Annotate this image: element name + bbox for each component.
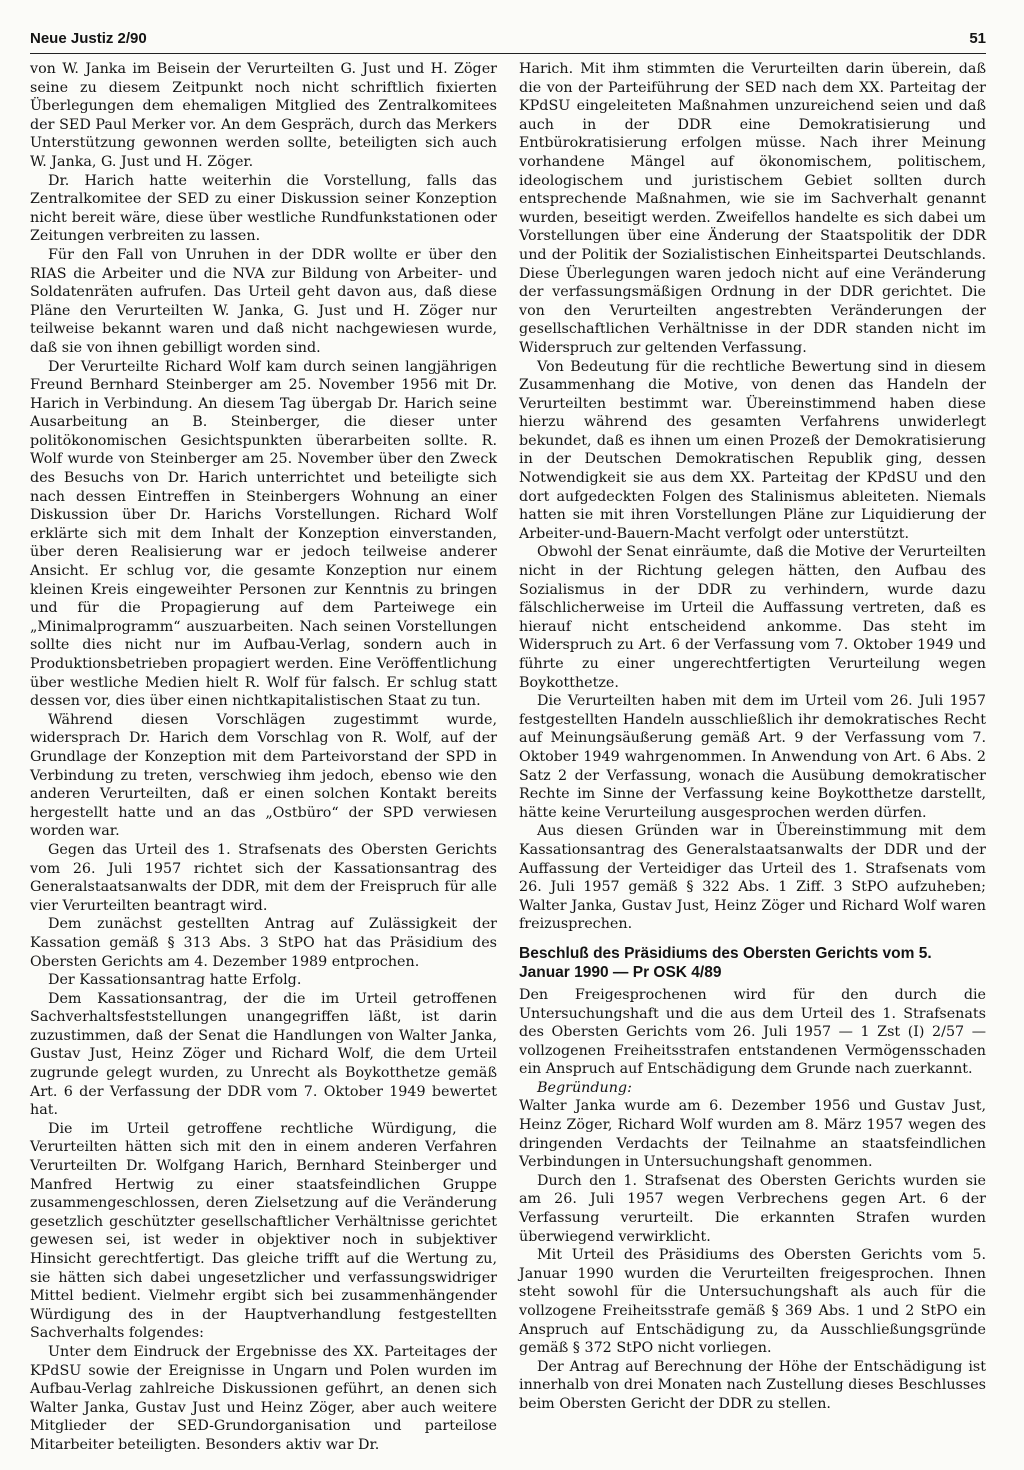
section-heading: Beschluß des Präsidiums des Obersten Gerichts vom 5. Januar 1990 — Pr OSK 4/89 xyxy=(519,944,932,981)
reasons-label: Begründung: xyxy=(537,1079,632,1096)
paragraph: Die Verurteilten haben mit dem im Urteil vom 26. Juli 1957 festgestellten Handeln ausschließlich ihr demokratisches Recht auf Meinungsäußerung gemäß Art. 9 der Verfassung vom 7. Oktober 1949 wahrgenommen. In Anwendung von Art. 6 Abs. 2 Satz 2 der Verfassung, wonach die Ausübung demokratischer Rechte im Sinne der Verfassung keine Boykotthetze darstellt, hätte keine Verurteilung ausgesprochen werden dürfen. xyxy=(519,693,986,821)
right-column xyxy=(519,60,986,1455)
holding-text: Den Freigesprochenen wird für den durch die Untersuchungshaft und die aus dem Urteil des 1. Strafsenats des Obersten Gerichts vom 26. Juli 1957 — 1 Zst (I) 2/57 — vollzogenen Freiheitsstrafen entstandenen Vermögensschaden ein Anspruch auf Entschädigung dem Grunde nach zuerkannt. xyxy=(519,986,986,1078)
paragraph: Für den Fall von Unruhen in der DDR wollte er über den RIAS die Arbeiter und die NVA zur Bildung von Arbeiter- und Soldatenräten aufrufen. Das Urteil geht davon aus, daß diese Pläne den Verurteilten W. Janka, G. Just und H. Zöger nur teilweise bekannt waren und daß nicht nachgewiesen wurde, daß sie von ihnen gebilligt worden sind. xyxy=(30,246,497,356)
paragraph: Obwohl der Senat einräumte, daß die Motive der Verurteilten nicht in der Richtung gelegen hätten, den Aufbau des Sozialismus in der DDR zu verhindern, wurde dazu fälschlicherweise im Urteil die Auffassung vertreten, daß es hierauf nicht entscheidend ankomme. Das steht im Widerspruch zu Art. 6 der Verfassung vom 7. Oktober 1949 und führte zu einer ungerechtfertigten Verurteilung wegen Boykotthetze. xyxy=(519,544,986,691)
paragraph: Aus diesen Gründen war in Übereinstimmung mit dem Kassationsantrag des Generalstaatsanwalts der DDR und der Auffassung der Verteidiger das Urteil des 1. Strafsenats vom 26. Juli 1957 gemäß § 322 Abs. 1 Ziff. 3 StPO aufzuheben; Walter Janka, Gustav Just, Heinz Zöger und Richard Wolf waren freizusprechen. xyxy=(519,823,986,933)
paragraph: Der Kassationsantrag hatte Erfolg. xyxy=(48,972,302,989)
paragraph: Der Verurteilte Richard Wolf kam durch seinen langjährigen Freund Bernhard Steinberger am 25. November 1956 mit Dr. Harich in Verbindung. An diesem Tag übergab Dr. Harich seine Ausarbeitung an B. Steinberger, die dieser unter politökonomischen Gesichtspunkten überarbeiten sollte. R. Wolf wurde von Steinberger am 25. November über den Zweck des Besuchs von Dr. Harich unterrichtet und beteiligte sich nach dessen Eintreffen in Steinbergers Wohnung an einer Diskussion über Dr. Harichs Vorstellungen. Richard Wolf erklärte sich mit dem Inhalt der Konzeption einverstanden, über deren Realisierung war er jedoch teilweise anderer Ansicht. Er schlug vor, die gesamte Konzeption nur einem kleinen Kreis eingeweihter Personen zur Kenntnis zu bringen und für die Propagierung auf dem Parteiwege ein „Minimalprogramm“ auszuarbeiten. Nach seinen Vorstellungen sollte dies nicht nur im Aufbau-Verlag, sondern auch in Produktionsbetrieben propagiert werden. Eine Veröffentlichung über westliche Medien hielt R. Wolf für falsch. Er schlug statt dessen vor, dies über einen nichtkapitalistischen Staat zu tun. xyxy=(30,358,497,710)
paragraph: Harich. Mit ihm stimmten die Verurteilten darin überein, daß die von der Parteiführung der SED nach dem XX. Parteitag der KPdSU eingeleiteten Maßnahmen unzureichend seien und daß auch in der DDR eine Demokratisierung und Entbürokratisierung erfolgen müsse. Nach ihrer Meinung vorhandene Mängel auf ökonomischem, politischem, ideologischem und juristischem Gebiet sollten durch entsprechende Maßnahmen, wie sie im Sachverhalt genannt wurden, beseitigt werden. Zweifellos handelte es sich dabei um Vorstellungen über eine Änderung der Staatspolitik der DDR und der Politik der Sozialistischen Einheitspartei Deutschlands. Diese Überlegungen waren jedoch nicht auf eine Veränderung der verfassungsmäßigen Ordnung in der DDR gerichtet. Die von den Verurteilten angestrebten Veränderungen der gesellschaftlichen Verhältnisse in der DDR standen nicht im Widerspruch zur geltenden Verfassung. xyxy=(519,61,986,356)
paragraph: Walter Janka wurde am 6. Dezember 1956 und Gustav Just, Heinz Zöger, Richard Wolf wurden am 8. März 1957 wegen des dringenden Verdachts der Teilnahme an staatsfeindlichen Verbindungen in Untersuchungshaft genommen. xyxy=(519,1098,986,1171)
left-column xyxy=(30,60,497,1455)
paragraph: Mit Urteil des Präsidiums des Obersten Gerichts vom 5. Januar 1990 wurden die Verurteilten freigesprochen. Ihnen steht sowohl für die Untersuchungshaft als auch für die vollzogene Freiheitsstrafe gemäß § 369 Abs. 1 und 2 StPO ein Anspruch auf Entschädigung zu, da Ausschließungsgründe gemäß § 372 StPO nicht vorliegen. xyxy=(519,1247,986,1357)
paragraph: Von Bedeutung für die rechtliche Bewertung sind in diesem Zusammenhang die Motive, von denen das Handeln der Verurteilten bestimmt war. Übereinstimmend haben diese hierzu während des gesamten Verfahrens unwiderlegt bekundet, daß es ihnen um einen Prozeß der Demokratisierung in der Deutschen Demokratischen Republik ging, dessen Notwendigkeit sie aus dem XX. Parteitag der KPdSU und den dort aufgedeckten Folgen des Stalinismus ableiteten. Niemals hatten sie mit ihren Vorstellungen Pläne zur Liquidierung der Arbeiter-und-Bauern-Macht verfolgt oder unterstützt. xyxy=(519,358,986,542)
paragraph: Dem Kassationsantrag, der die im Urteil getroffenen Sachverhaltsfeststellungen unangegriffen läßt, ist darin zuzustimmen, daß der Senat die Handlungen von Walter Janka, Gustav Just, Heinz Zöger und Richard Wolf, die dem Urteil zugrunde gelegt wurden, zu Unrecht als Boykotthetze gemäß Art. 6 der Verfassung der DDR vom 7. Oktober 1949 bewertet hat. xyxy=(30,990,497,1119)
paragraph: Durch den 1. Strafsenat des Obersten Gerichts wurden sie am 26. Juli 1957 wegen Verbrechens gegen Art. 6 der Verfassung verurteilt. Die erkannten Strafen wurden überwiegend verwirklicht. xyxy=(519,1172,986,1245)
paragraph: Während diesen Vorschlägen zugestimmt wurde, widersprach Dr. Harich dem Vorschlag von R. Wolf, auf der Grundlage der Konzeption mit dem Parteivorstand der SPD in Verbindung zu treten, verschwieg ihm jedoch, ebenso wie den anderen Verurteilten, daß er einen solchen Kontakt bereits hergestellt hatte und an das „Ostbüro“ der SPD verwiesen worden war. xyxy=(30,711,497,840)
paragraph: Unter dem Eindruck der Ergebnisse des XX. Parteitages der KPdSU sowie der Ereignisse in Ungarn und Polen wurden im Aufbau-Verlag zahlreiche Diskussionen geführt, an denen sich Walter Janka, Gustav Just und Heinz Zöger, aber auch weitere Mitglieder der SED-Grundorganisation und parteilose Mitarbeiter beteiligten. Besonders aktiv war Dr. xyxy=(30,1343,497,1453)
paragraph: Gegen das Urteil des 1. Strafsenats des Obersten Gerichts vom 26. Juli 1957 richtet sich der Kassationsantrag des Generalstaatsanwalts der DDR, mit dem der Freispruch für alle vier Verurteilten beantragt wird. xyxy=(30,841,497,914)
journal-title: Neue Justiz 2/90 xyxy=(30,30,147,47)
text-columns xyxy=(30,60,986,1455)
paragraph: Dem zunächst gestellten Antrag auf Zulässigkeit der Kassation gemäß § 313 Abs. 3 StPO hat das Präsidium des Obersten Gerichts am 4. Dezember 1989 entprochen. xyxy=(30,916,497,970)
paragraph: Die im Urteil getroffene rechtliche Würdigung, die Verurteilten hätten sich mit den in einem anderen Verfahren Verurteilten Dr. Wolfgang Harich, Bernhard Steinberger und Manfred Hertwig zu einer staatsfeindlichen Gruppe zusammengeschlossen, deren Zielsetzung auf die Veränderung gesetzlich geschützter gesellschaftlicher Verhältnisse gerichtet gewesen sei, ist weder in objektiver noch in subjektiver Hinsicht gerechtfertigt. Das gleiche trifft auf die Wertung zu, sie hätten sich dabei ungesetzlicher und verfassungswidriger Mittel bedient. Vielmehr ergibt sich bei zusammenhängender Würdigung des in der Hauptverhandlung festgestellten Sachverhalts folgendes: xyxy=(30,1120,497,1342)
paragraph: von W. Janka im Beisein der Verurteilten G. Just und H. Zöger seine zu diesem Zeitpunkt noch nicht schriftlich fixierten Überlegungen dem ehemaligen Mitglied des Zentralkomitees der SED Paul Merker vor. An dem Gespräch, durch das Merkers Unterstützung gewonnen werden sollte, beteiligten sich auch W. Janka, G. Just und H. Zöger. xyxy=(30,61,497,170)
paragraph: Dr. Harich hatte weiterhin die Vorstellung, falls das Zentralkomitee der SED zu einer Diskussion seiner Konzeption nicht bereit wäre, diese über westliche Rundfunkstationen oder Zeitungen verbreiten zu lassen. xyxy=(30,172,497,245)
page-number: 51 xyxy=(969,30,986,47)
page-header xyxy=(30,30,986,47)
header-rule xyxy=(30,53,986,54)
paragraph: Der Antrag auf Berechnung der Höhe der Entschädigung ist innerhalb von drei Monaten nach Zustellung dieses Beschlusses beim Obersten Gericht der DDR zu stellen. xyxy=(519,1358,986,1412)
